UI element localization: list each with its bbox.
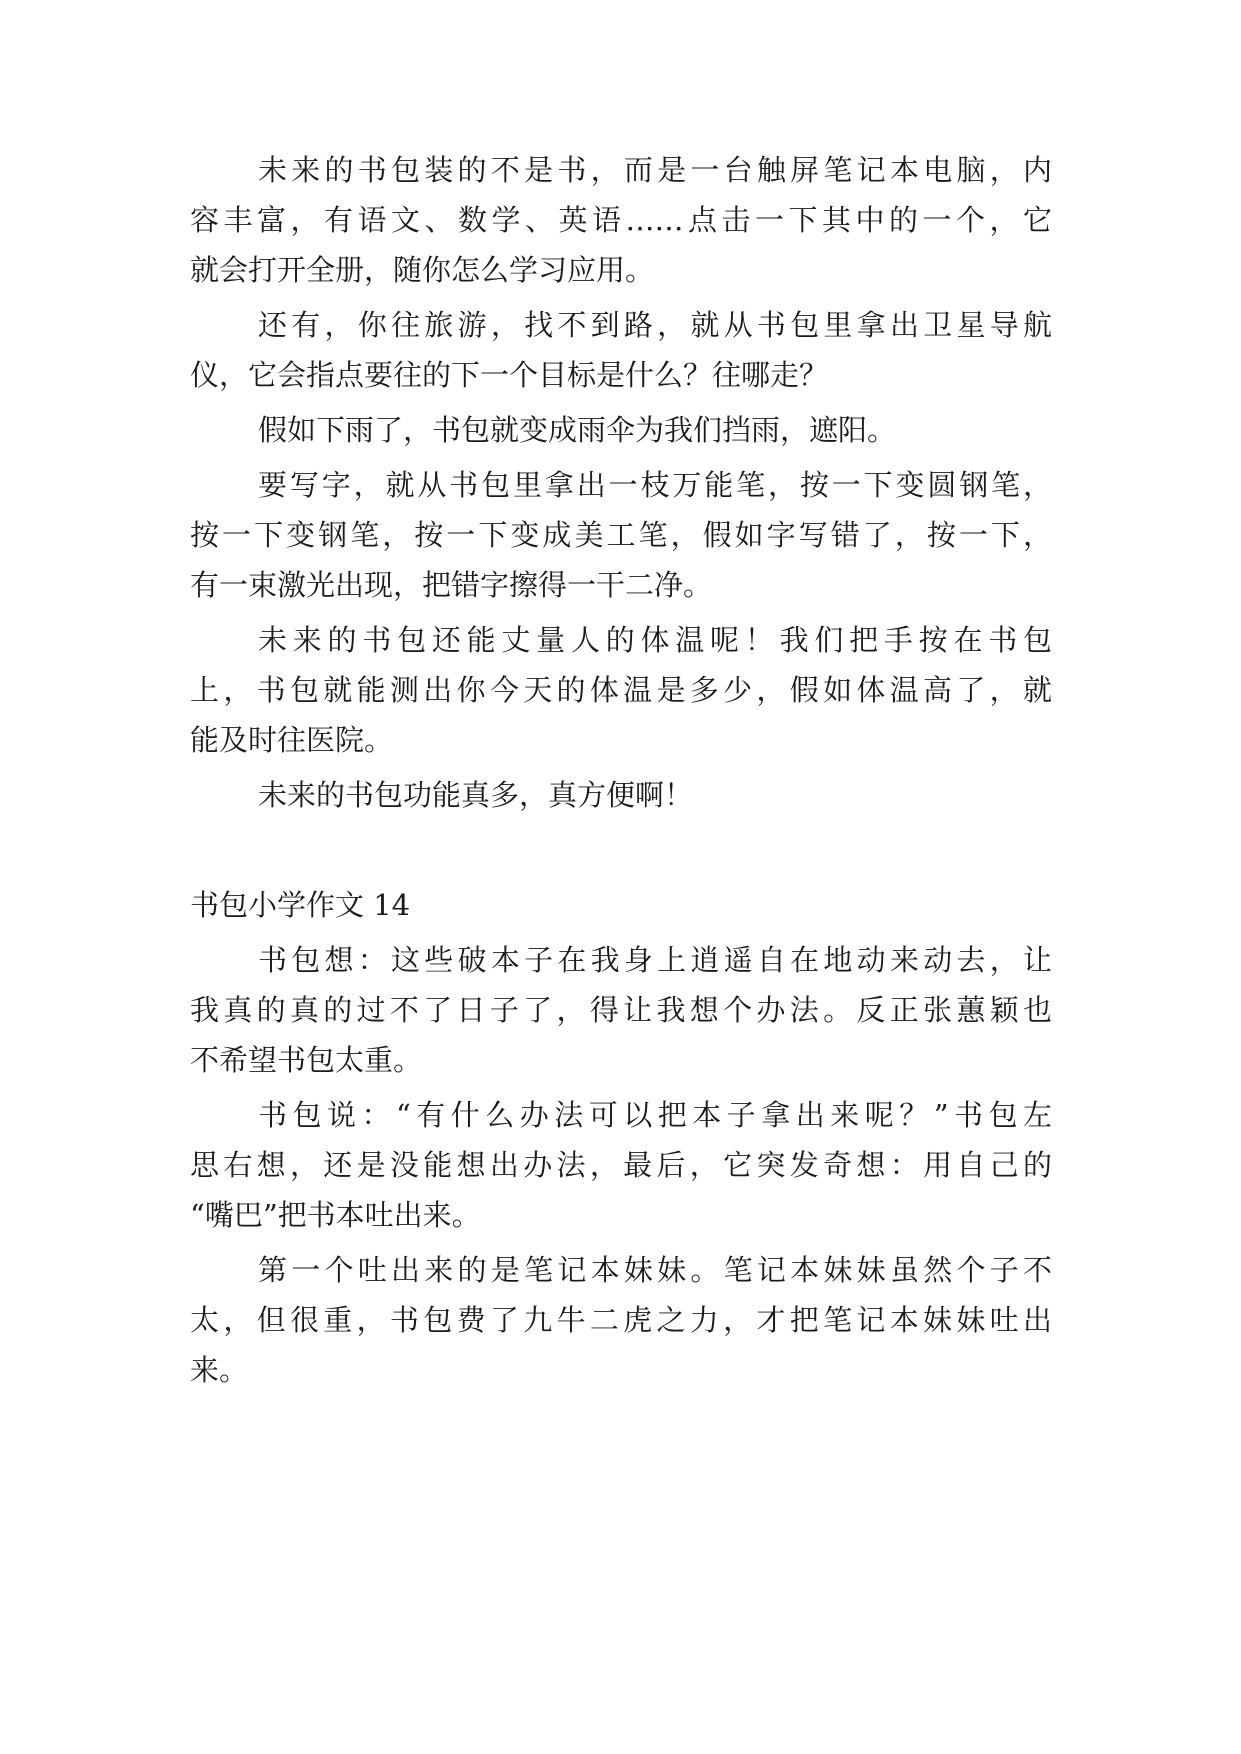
paragraph-line: 就会打开全册，随你怎么学习应用。 [190, 253, 655, 287]
paragraph-line: 太，但很重，书包费了九牛二虎之力，才把笔记本妹妹吐出 [190, 1303, 1052, 1337]
paragraph-line: 第一个吐出来的是笔记本妹妹。笔记本妹妹虽然个子不 [258, 1253, 1052, 1287]
paragraph-line: 书包说：“有什么办法可以把本子拿出来呢？”书包左 [258, 1098, 1052, 1132]
paragraph-line: 不希望书包太重。 [190, 1043, 423, 1077]
paragraph-line: 按一下变钢笔，按一下变成美工笔，假如字写错了，按一下， [190, 518, 1052, 552]
paragraph-line: 我真的真的过不了日子了，得让我想个办法。反正张蕙颖也 [190, 993, 1052, 1027]
paragraph-line: 容丰富，有语文、数学、英语……点击一下其中的一个，它 [190, 203, 1052, 237]
paragraph-line: 要写字，就从书包里拿出一枝万能笔，按一下变圆钢笔， [258, 468, 1052, 502]
section-heading: 书包小学作文 14 [190, 888, 411, 922]
paragraph-line: 未来的书包装的不是书，而是一台触屏笔记本电脑，内 [258, 153, 1052, 187]
paragraph-line: 还有，你往旅游，找不到路，就从书包里拿出卫星导航 [258, 308, 1052, 342]
paragraph-line: 未来的书包还能丈量人的体温呢！我们把手按在书包 [258, 623, 1052, 657]
paragraph-line: 书包想：这些破本子在我身上逍遥自在地动来动去，让 [258, 943, 1052, 977]
paragraph-line: 假如下雨了，书包就变成雨伞为我们挡雨，遮阳。 [258, 413, 897, 447]
paragraph-line: 未来的书包功能真多，真方便啊！ [258, 778, 694, 812]
paragraph-line: 有一束激光出现，把错字擦得一干二净。 [190, 568, 713, 602]
paragraph-line: 仪，它会指点要往的下一个目标是什么？往哪走？ [190, 358, 829, 392]
paragraph-line: “嘴巴”把书本吐出来。 [190, 1198, 481, 1232]
paragraph-line: 上，书包就能测出你今天的体温是多少，假如体温高了，就 [190, 673, 1052, 707]
paragraph-line: 来。 [190, 1353, 249, 1387]
paragraph-line: 思右想，还是没能想出办法，最后，它突发奇想：用自己的 [190, 1148, 1052, 1182]
paragraph-line: 能及时往医院。 [190, 723, 394, 757]
